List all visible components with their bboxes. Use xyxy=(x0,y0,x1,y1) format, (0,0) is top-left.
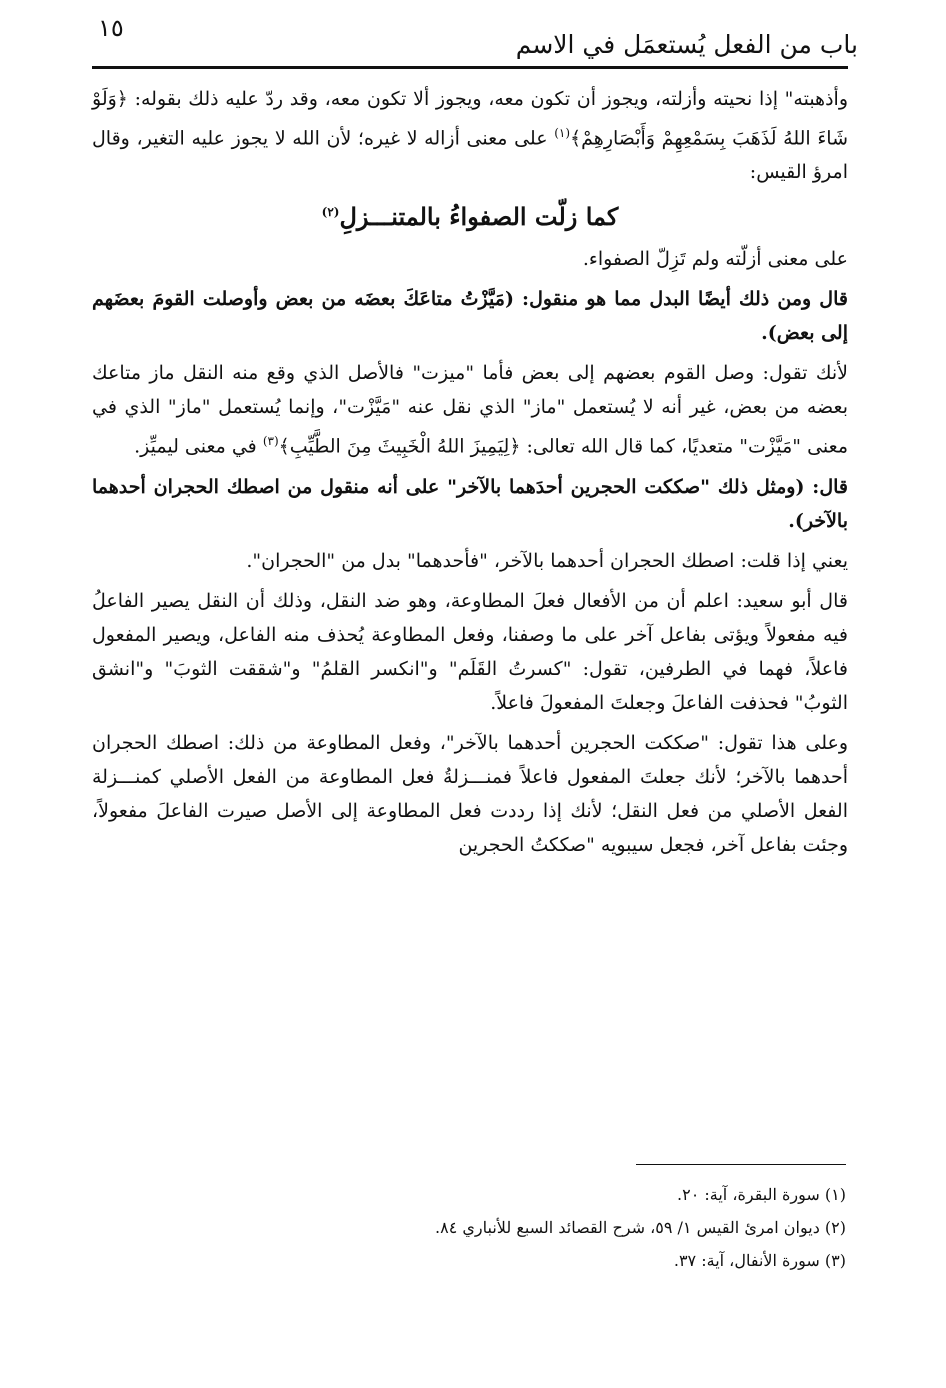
footnote-rule xyxy=(636,1164,846,1165)
poetry-verse xyxy=(92,195,848,234)
body-text xyxy=(92,82,848,868)
paragraph-3-quote: قال ومن ذلك أيضًا البدل مما هو منقول: (مَيَّزْتُ متاعَكَ بعضَه من بعض وأوصلت القومَ بعضَهم إلى بعض). xyxy=(92,288,848,345)
paragraph-1-text: وأذهبته" إذا نحيته وأزلته، ويجوز أن تكون معه، ويجوز ألا تكون معه، وقد ردّ عليه ذلك بقوله: ﴿وَلَوْ شَاءَ اللهُ لَذَهَبَ بِسَمْعِهِمْ وَأَبْصَارِهِمْ﴾ xyxy=(92,88,848,150)
header-rule xyxy=(92,66,848,69)
paragraph-8: وعلى هذا تقول: "صككت الحجرين أحدهما بالآخر"، وفعل المطاوعة من ذلك: اصطك الحجران أحدهما بالآخر؛ لأنك جعلتَ المفعول فاعلاً فمنـــزلةُ فعل المطاوعة من الفعل الأصلي كمنـــزلة الفعل الأصلي من فعل النقل؛ لأنك إذا رددت فعل المطاوعة إلى الأصل صيرت الفاعلَ مفعولاً، وجئت بفاعل آخر، فجعل سيبويه "صككتُ الحجرين xyxy=(92,731,848,856)
paragraph-1 xyxy=(92,82,848,189)
paragraph-4-text: لأنك تقول: وصل القوم بعضهم إلى بعض فأما "ميزت" فالأصل الذي وقع منه النقل ماز متاعك بعضه من بعض، غير أنه لا يُستعمل "ماز" الذي نقل عنه "مَيَّزْت"، وإنما يُستعمل "ماز" الذي في معنى "مَيَّزْت" متعديًا، كما قال الله تعالى: ﴿لِيَمِيزَ اللهُ الْخَبِيثَ مِنَ الطَّيِّبِ﴾ xyxy=(92,362,848,458)
footnote-2: (٢) ديوان امرئ القيس ١/ ٥٩، شرح القصائد السبع للأنباري ٨٤. xyxy=(435,1218,846,1237)
footnote-ref-3: (٣) xyxy=(262,434,279,449)
paragraph-4 xyxy=(92,356,848,463)
paragraph-4-tail: في معنى ليميِّز. xyxy=(134,435,263,458)
paragraph-2: على معنى أزلّته ولم تَزِلّ الصفواء. xyxy=(582,248,848,271)
paragraph-5-quote: قال: (ومثل ذلك "صككت الحجرين أحدَهما بالآخر" على أنه منقول من اصطك الحجران أحدهما بالآخر). xyxy=(92,475,848,532)
paragraph-7: قال أبو سعيد: اعلم أن من الأفعال فعلَ المطاوعة، وهو ضد النقل، وذلك أن النقل يصير الفاعلُ فيه مفعولاً ويؤتى بفاعل آخر على ما وصفنا، وفعل المطاوعة يُحذف منه الفاعل، ويصير المفعول فاعلاً، فهما في الطرفين، تقول: "كسرتُ القَلَم" و"انكسر القلمُ" و"شققت الثوبَ" و"انشق الثوبُ" فحذفت الفاعلَ وجعلتَ المفعولَ فاعلاً. xyxy=(92,589,848,714)
footnote-1: (١) سورة البقرة، آية: ٢٠. xyxy=(677,1185,846,1204)
paragraph-6: يعني إذا قلت: اصطك الحجران أحدهما بالآخر، "فأحدهما" بدل من "الحجران". xyxy=(246,549,848,572)
footnote-3: (٣) سورة الأنفال، آية: ٣٧. xyxy=(673,1251,846,1270)
paragraph-1-tail: على معنى أزاله لا غيره؛ لأن الله لا يجوز عليه التغير، وقال امرؤ القيس: xyxy=(92,127,848,184)
verse-text: كما زلّت الصفواءُ بالمتنـــزلِ xyxy=(339,202,619,232)
page-number: ١٥ xyxy=(98,14,124,42)
footnote-ref-2: (٢) xyxy=(321,205,340,220)
footnotes xyxy=(106,1178,846,1277)
running-header: باب من الفعل يُستعمَل في الاسم xyxy=(515,30,858,59)
footnote-ref-1: (١) xyxy=(554,126,571,140)
